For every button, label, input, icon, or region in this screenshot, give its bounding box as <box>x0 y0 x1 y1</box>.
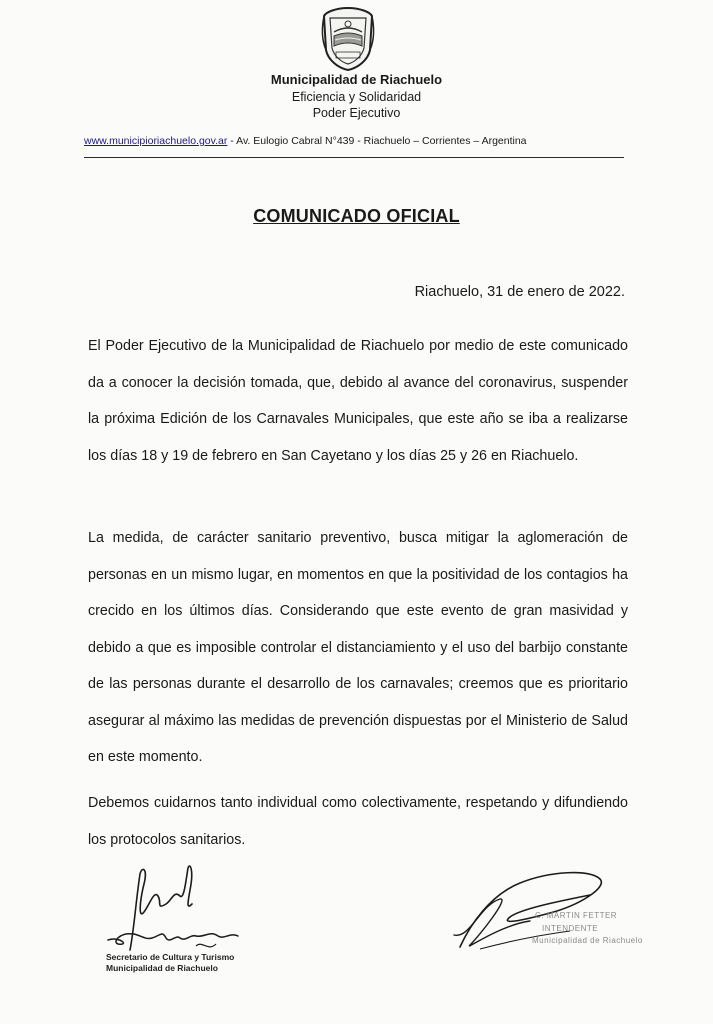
signatory-right-role: INTENDENTE <box>542 924 599 933</box>
dateline: Riachuelo, 31 de enero de 2022. <box>414 284 625 300</box>
header-divider <box>84 157 624 158</box>
signature-block-right <box>440 865 643 965</box>
signatory-left-role: Secretario de Cultura y Turismo <box>106 952 235 962</box>
handwritten-signature-left <box>100 860 270 952</box>
organization-motto: Eficiencia y Solidaridad <box>291 90 422 104</box>
signatory-right-org: Municipalidad de Riachuelo <box>532 936 643 945</box>
contact-line <box>84 135 629 147</box>
signatory-right-name: C. MARTIN FETTER <box>535 911 618 920</box>
document-title: COMUNICADO OFICIAL <box>253 206 460 226</box>
body-paragraph: La medida, de carácter sanitario preventivo, busca mitigar la aglomeración de personas en un mismo lugar, en momentos en que la positividad de los contagios ha crecido en los últimos días. Considerando que este evento de gran masividad y debido a que es imposible controlar el distanciamiento y el uso del barbijo constante de las personas durante el desarrollo de los carnavales; creemos que es prioritario asegurar al máximo las medidas de prevención dispuestas por el Ministerio de Salud en este momento. <box>88 530 628 765</box>
body-paragraph: El Poder Ejecutivo de la Municipalidad de Riachuelo por medio de este comunicado da a conocer la decisión tomada, que, debido al avance del coronavirus, suspender la próxima Edición de los Carnavales Municipales, que este año se iba a realizarse los días 18 y 19 de febrero en San Cayetano y los días 25 y 26 en Riachuelo. <box>88 338 628 464</box>
address-text: - Av. Eulogio Cabral N°439 - Riachuelo – Corrientes – Argentina <box>227 135 527 147</box>
body-paragraph: Debemos cuidarnos tanto individual como colectivamente, respetando y difundiendo los protocolos sanitarios. <box>88 795 628 848</box>
website-link[interactable]: www.municipioriachuelo.gov.ar <box>84 135 228 147</box>
signature-block-left <box>100 860 270 1010</box>
organization-branch: Poder Ejecutivo <box>312 106 401 120</box>
organization-name: Municipalidad de Riachuelo <box>270 72 443 87</box>
signatory-left-org: Municipalidad de Riachuelo <box>106 963 218 973</box>
municipal-crest-logo <box>318 6 378 72</box>
